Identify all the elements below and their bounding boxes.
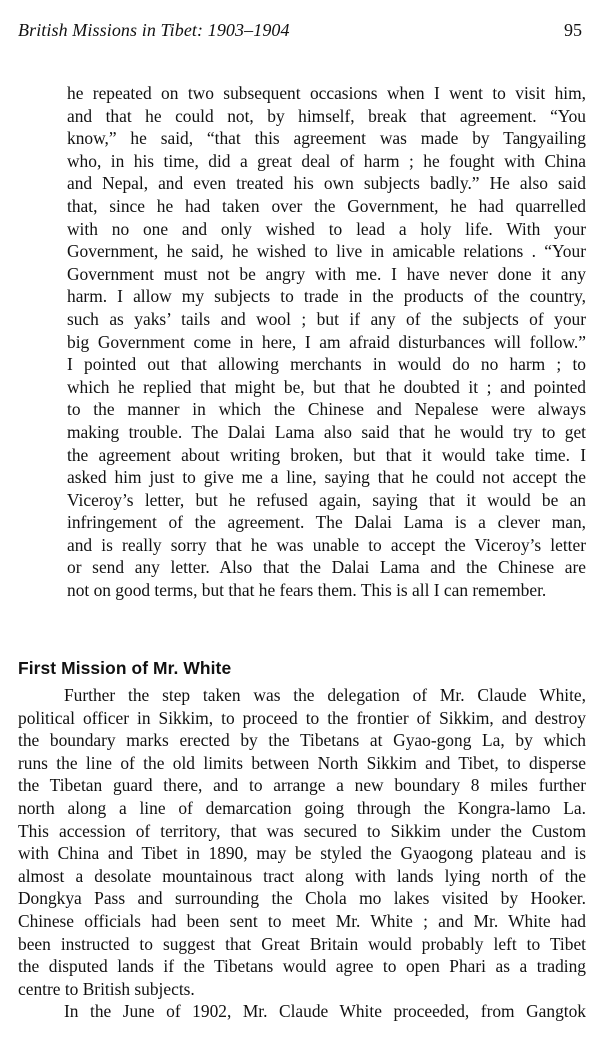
text-line: not on good terms, but that he fears them. This is all I can remember. [67,580,547,601]
text-line: Government must not be angry with me. I have never done it any [67,263,586,284]
section-heading: First Mission of Mr. White [18,658,232,678]
text-line: know,” he said, “that this agreement was made by Tangyailing [67,128,586,149]
text-line: I pointed out that allowing merchants in would do no harm ; to [67,354,586,375]
text-line: such as yaks’ tails and wool ; but if any of the subjects of your [67,308,586,329]
text-line: the Tibetan guard there, and to arrange a new boundary 8 miles further [18,775,586,796]
text-line: north along a line of demarcation going through the Kongra-lamo La. [18,797,586,818]
text-line: Viceroy’s letter, but he refused again, saying that it would be an [67,489,586,510]
text-line: political officer in Sikkim, to proceed to the frontier of Sikkim, and destroy [18,707,586,728]
text-line: Dongkya Pass and surrounding the Chola mo lakes visited by Hooker. [18,888,586,909]
dalai-lama-quote-block [67,82,586,602]
text-line: the disputed lands if the Tibetans would agree to open Phari as a trading [18,956,586,977]
text-line: and that he could not, by himself, break that agreement. “You [67,105,586,126]
text-line: he repeated on two subsequent occasions when I went to visit him, [67,83,586,103]
text-line: Government, he said, he wished to live in amicable relations . “Your [67,241,586,262]
text-line: or send any letter. Also that the Dalai Lama and the Chinese are [67,557,586,578]
text-line: big Government come in here, I am afraid disturbances will follow.” [67,331,586,352]
text-line: This accession of territory, that was secured to Sikkim under the Custom [18,820,586,841]
page-number: 95 [564,20,582,40]
text-line: the boundary marks erected by the Tibetans at Gyao-gong La, by which [18,730,586,751]
text-line: centre to British subjects. [18,978,195,999]
text-line: In the June of 1902, Mr. Claude White proceeded, from Gangtok [64,1001,586,1022]
first-mission-paragraphs [18,684,586,1023]
text-line: asked him just to give me a line, saying that he could not accept the [67,467,586,488]
text-line: and is really sorry that he was unable to accept the Viceroy’s letter [67,534,586,555]
text-line: infringement of the agreement. The Dalai Lama is a clever man, [67,512,586,533]
text-line: with no one and only wished to lead a holy life. With your [67,218,586,239]
text-line: that, since he had taken over the Government, he had quarrelled [67,195,586,216]
text-line: which he replied that might be, but that he doubted it ; and pointed [67,376,586,397]
text-line: runs the line of the old limits between North Sikkim and Tibet, to disperse [18,752,586,773]
running-head-title: British Missions in Tibet: 1903–1904 [18,20,290,40]
text-line: been instructed to suggest that Great Britain would probably left to Tibet [18,933,586,954]
text-line: the agreement about writing broken, but that it would take time. I [67,444,586,465]
text-line: Further the step taken was the delegation of Mr. Claude White, [64,685,586,705]
text-line: and Nepal, and even treated his own subjects badly.” He also said [67,173,586,194]
text-line: making trouble. The Dalai Lama also said that he would try to get [67,421,586,442]
text-line: almost a desolate mountainous tract along with lands lying north of the [18,865,586,886]
text-line: with China and Tibet in 1890, may be styled the Gyaogong plateau and is [18,843,586,864]
text-line: Chinese officials had been sent to meet Mr. White ; and Mr. White had [18,910,586,931]
text-line: to the manner in which the Chinese and Nepalese were always [67,399,586,420]
text-line: harm. I allow my subjects to trade in the products of the country, [67,286,586,307]
text-line: who, in his time, did a great deal of harm ; he fought with China [67,150,586,171]
